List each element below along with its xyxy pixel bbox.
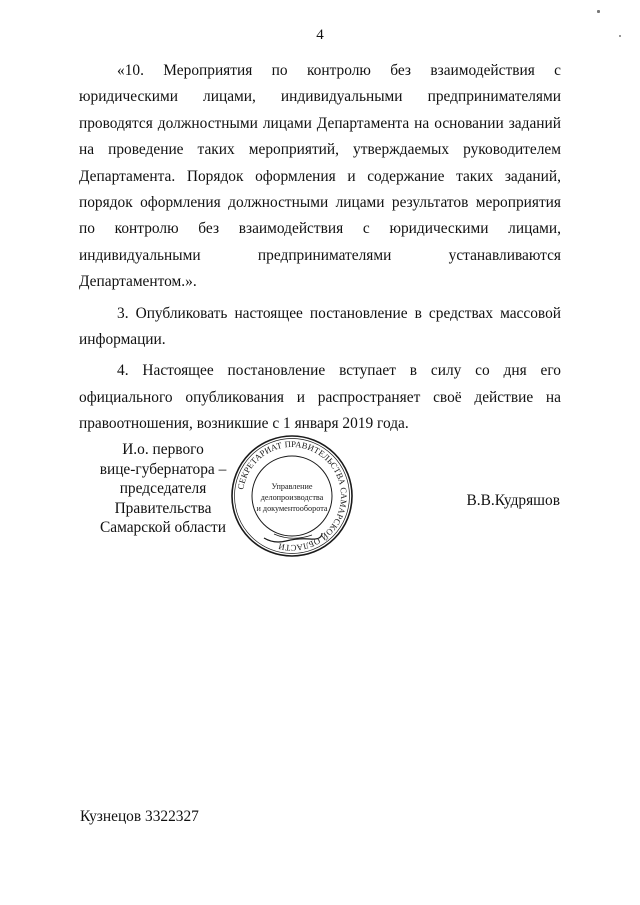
document-body <box>79 58 561 438</box>
signatory-title-line: И.о. первого <box>122 441 204 458</box>
seal-center-line: и документооборота <box>256 504 328 513</box>
paragraph-item-10: «10. Мероприятия по контролю без взаимодействия с юридическими лицами, индивидуальными предпринимателями проводятся должностными лицами Департамента на основании заданий на проведение таких мероприятий, утверждаемых руководителем Департамента. Порядок оформления и содержание таких заданий, порядок оформления должностными лицами результатов мероприятия по контролю без взаимодействия с юридическими лицами, индивидуальными предпринимателями устанавливаются Департаментом.». <box>79 62 561 291</box>
signatory-title-line: вице-губернатора – <box>99 460 227 478</box>
scan-speck <box>619 35 621 37</box>
official-seal <box>230 434 354 558</box>
signatory-title-line: председателя Правительства <box>114 480 212 517</box>
seal-center-line: Управление <box>271 482 313 491</box>
executor-contact: Кузнецов 3322327 <box>80 808 199 825</box>
signatory-name: В.В.Кудряшов <box>466 492 560 509</box>
seal-stamp-graphic <box>230 434 354 558</box>
page-number: 4 <box>316 27 324 43</box>
seal-center-line: делопроизводства <box>260 493 324 502</box>
scan-speck <box>597 10 600 13</box>
paragraph-publication: 3. Опубликовать настоящее постановление в средствах массовой информации. <box>79 304 561 349</box>
seal-ring-text: СЕКРЕТАРИАТ ПРАВИТЕЛЬСТВА САМАРСКОЙ ОБЛАСТИ <box>235 438 350 554</box>
signatory-title <box>72 440 254 538</box>
signatory-title-line: Самарской области <box>99 519 226 536</box>
paragraph-effective-date: 4. Настоящее постановление вступает в силу со дня его официального опубликования и распространяет своё действие на правоотношения, возникшие с 1 января 2019 года. <box>79 362 561 433</box>
